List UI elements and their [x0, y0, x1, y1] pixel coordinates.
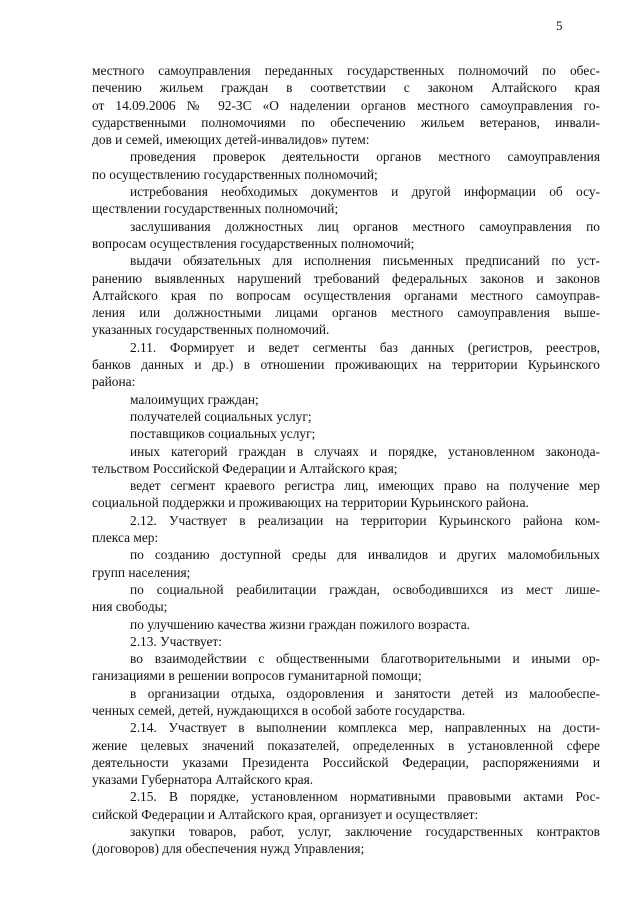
text-line: 2.12. Участвует в реализации на территории Курьинского района ком-	[130, 512, 600, 528]
text-line: Алтайского края по вопросам осуществления органами местного самоуправ-	[92, 287, 600, 303]
text-line: ченных семей, детей, нуждающихся в особой заботе государства.	[92, 702, 466, 718]
text-line: 2.13. Участвует:	[130, 633, 222, 649]
text-line: выдачи обязательных для исполнения письменных предписаний по уст-	[130, 253, 600, 269]
text-line: 2.15. В порядке, установленном нормативными правовыми актами Рос-	[130, 789, 600, 805]
text-line: печению жильем граждан в соответствии с законом Алтайского края	[92, 80, 600, 96]
text-line: ществлении государственных полномочий;	[92, 201, 339, 217]
document-body	[92, 62, 600, 858]
text-line: местного самоуправления переданных государственных полномочий по обес-	[92, 63, 600, 78]
text-line: закупки товаров, работ, услуг, заключение государственных контрактов	[130, 824, 600, 840]
text-line: дов и семей, имеющих детей-инвалидов» путем:	[92, 132, 370, 148]
text-line: в организации отдыха, оздоровления и занятости детей из малообеспе-	[130, 685, 600, 701]
text-line: малоимущих граждан;	[130, 391, 259, 407]
text-line: 2.11. Формирует и ведет сегменты баз данных (регистров, реестров,	[130, 339, 600, 355]
page-number: 5	[556, 18, 563, 33]
text-line: указанных государственных полномочий.	[92, 322, 330, 338]
text-line: ления или должностными лицами органов местного самоуправления выше-	[92, 305, 600, 321]
text-line: поставщиков социальных услуг;	[130, 426, 316, 442]
text-line: по социальной реабилитации граждан, освободившихся из мест лише-	[130, 581, 600, 597]
text-line: (договоров) для обеспечения нужд Управления;	[92, 841, 365, 857]
text-line: жение целевых значений показателей, определенных в установленной сфере	[92, 737, 600, 753]
text-line: по осуществлению государственных полномочий;	[92, 166, 378, 182]
text-line: во взаимодействии с общественными благотворительными и иными ор-	[130, 651, 600, 667]
text-line: плекса мер:	[92, 530, 159, 546]
text-line: банков данных и др.) в отношении проживающих на территории Курьинского	[92, 357, 600, 373]
text-line: проведения проверок деятельности органов местного самоуправления	[130, 149, 600, 165]
text-line: по улучшению качества жизни граждан пожилого возраста.	[130, 616, 470, 632]
text-line: района:	[92, 374, 136, 390]
text-line: заслушивания должностных лиц органов местного самоуправления по	[130, 218, 600, 234]
text-line: деятельности указами Президента Российской Федерации, распоряжениями и	[92, 754, 600, 770]
text-line: от 14.09.2006 № 92-ЗС «О наделении органов местного самоуправления го-	[92, 97, 600, 113]
text-line: по созданию доступной среды для инвалидов и других маломобильных	[130, 547, 600, 563]
text-line: ганизациями в решении вопросов гуманитарной помощи;	[92, 668, 422, 684]
text-line: 2.14. Участвует в выполнении комплекса мер, направленных на дости-	[130, 720, 600, 736]
text-line: сударственными полномочиями по обеспечению жильем ветеранов, инвали-	[92, 114, 600, 130]
text-line: вопросам осуществления государственных полномочий;	[92, 235, 415, 251]
text-line: получателей социальных услуг;	[130, 408, 312, 424]
text-line: групп населения;	[92, 564, 191, 580]
text-line: ния свободы;	[92, 599, 168, 615]
text-line: истребования необходимых документов и другой информации об осу-	[130, 184, 600, 200]
text-line: иных категорий граждан в случаях и порядке, установленном законода-	[130, 443, 600, 459]
text-line: сийской Федерации и Алтайского края, организует и осуществляет:	[92, 806, 479, 822]
text-line: социальной поддержки и проживающих на территории Курьинского района.	[92, 495, 529, 511]
text-line: указами Губернатора Алтайского края.	[92, 772, 314, 788]
text-line: ранению выявленных нарушений требований федеральных законов и законов	[92, 270, 600, 286]
text-line: тельством Российской Федерации и Алтайского края;	[92, 460, 398, 476]
text-line: ведет сегмент краевого регистра лиц, имеющих право на получение мер	[130, 478, 600, 494]
